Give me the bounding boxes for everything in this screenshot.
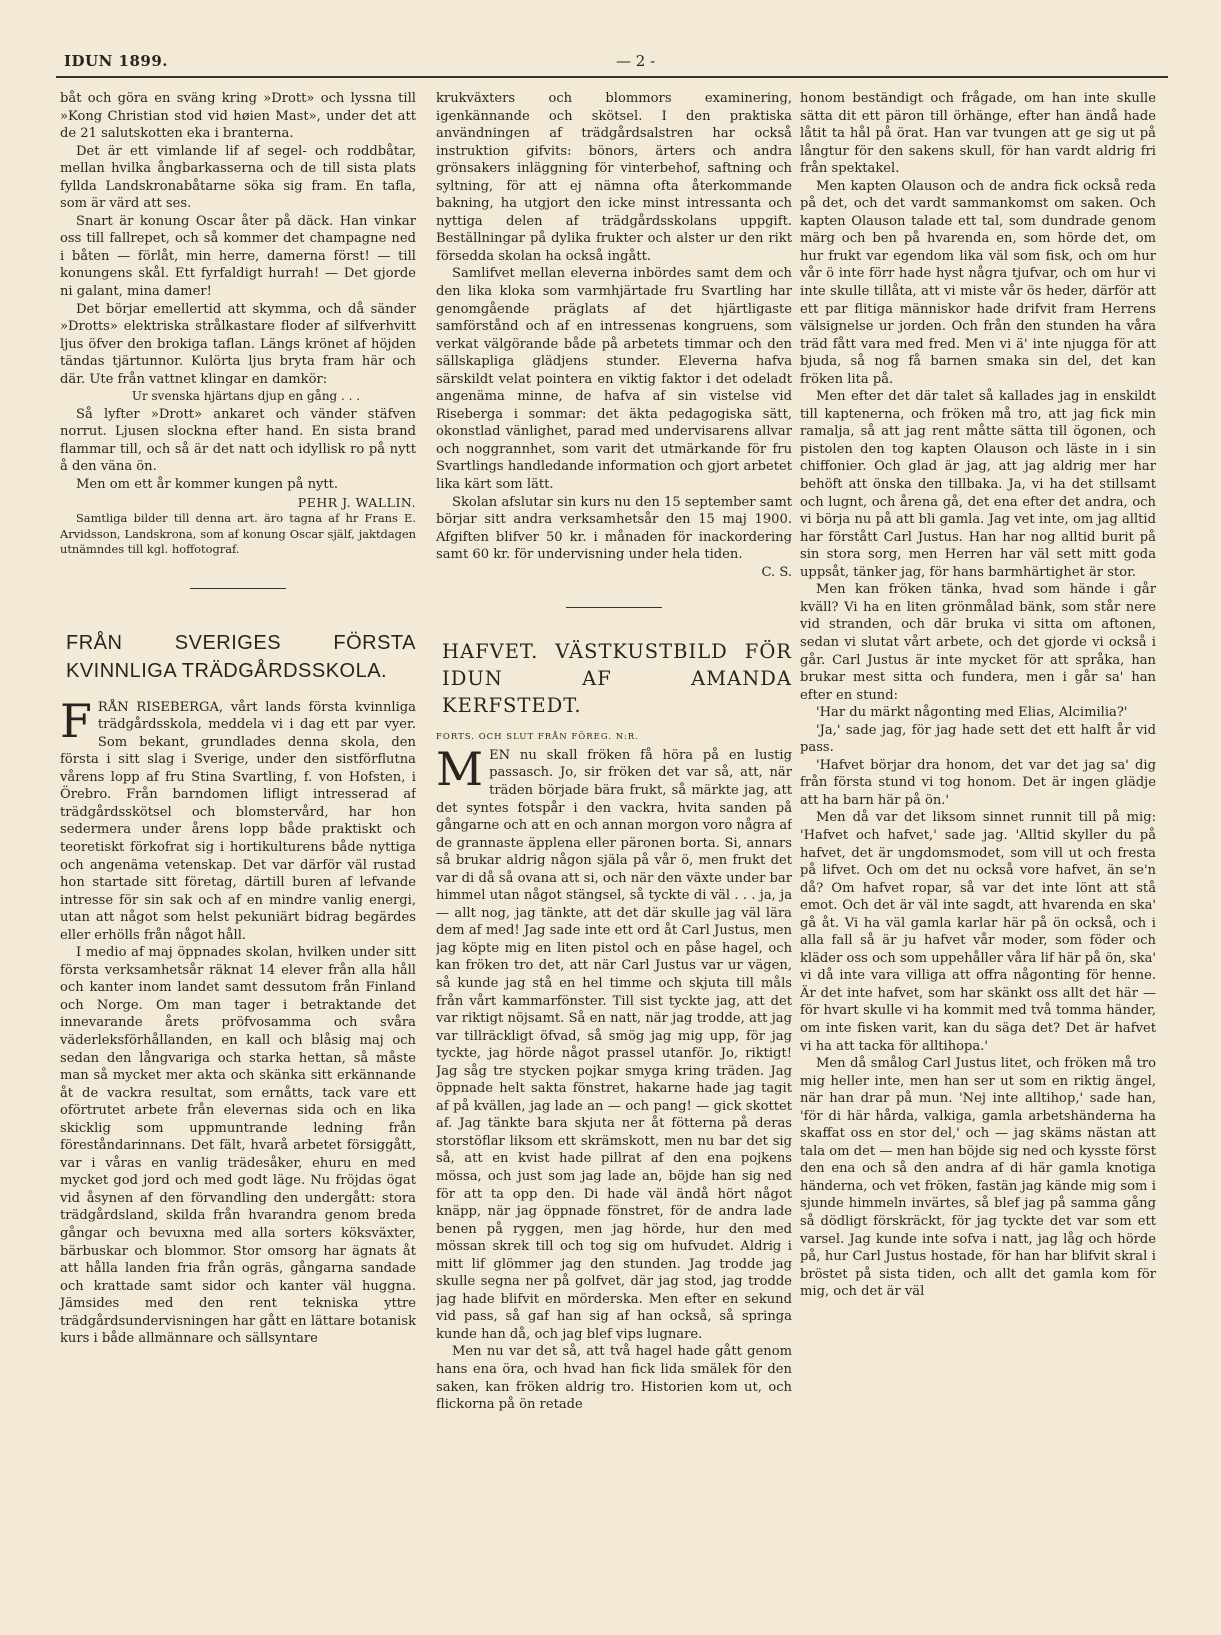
article-body xyxy=(60,699,416,945)
continuation-note: FORTS. OCH SLUT FRÅN FÖREG. N:R. xyxy=(436,732,639,743)
paragraph: Snart är konung Oscar åter på däck. Han vinkar oss till fallrepet, och så kommer det champagne ned i båten — förlåt, min herre, damerna först! — till konungens skål. Ett fyrfaldigt hurrah! — Det gjorde ni galant, mina damer! xyxy=(60,213,416,300)
column-1 xyxy=(60,90,416,1348)
page-header xyxy=(56,46,1168,78)
article-heading: FRÅN SVERIGES FÖRSTA KVINNLIGA TRÄDGÅRDSSKOLA. xyxy=(66,631,416,682)
page-number: — 2 - xyxy=(616,52,656,70)
paragraph: 'Hafvet börjar dra honom, det var det jag sa' dig från första stund vi tog honom. Det är ingen glädje att ha barn här på ön.' xyxy=(800,757,1156,808)
author-signature: C. S. xyxy=(761,564,792,580)
paragraph: 'Har du märkt någonting med Elias, Alcimilia?' xyxy=(816,705,1128,721)
drop-cap: M xyxy=(436,746,484,796)
paragraph: Så lyfter »Drott» ankaret och vänder stäfven norrut. Ljusen slockna efter hand. En sista brand flammar till, och så är det natt och idyllisk ro på nytt å den väna ön. xyxy=(60,406,416,475)
paragraph: Samlifvet mellan eleverna inbördes samt dem och den lika kloka som varmhjärtade fru Svartling har genomgående präglats af det hjärtligaste samförstånd och af en intressenas kongruens, som verkat välgörande både på arbetets timmar och den sällskapliga glädjens stunder. Eleverna hafva särskildt velat pointera en viktig faktor i det odeladt angenäma minne, de hafva af sin vistelse vid Riseberga i sommar: det äkta pedagogiska sätt, okonstlad vänlighet, parad med undervisarens allvar och noggrannhet, som varit det utmärkande för fru Svartlings handledande information och gjort arbetet lika kärt som lätt. xyxy=(436,266,792,493)
column-3 xyxy=(800,90,1156,1301)
article-heading: HAFVET. VÄSTKUSTBILD FÖR IDUN AF AMANDA KERFSTEDT. xyxy=(442,640,792,718)
paragraph: Men då var det liksom sinnet runnit till på mig: 'Hafvet och hafvet,' sade jag. 'Alltid skyller du på hafvet, det är ungdomsmodet, som vill ut och fresta på lifvet. Och om det nu också vore hafvet, än se'n då? Om hafvet ropar, så var det inte lönt att stå emot. Och det är väl inte sagdt, att hvarenda en ska' gå åt. Vi ha väl gamla karlar här på ön också, och i alla fall så är ju hafvet vår moder, som föder och kläder oss och som uppehåller våra lif här på ön, ska' vi då inte vara villiga att offra någonting för henne. Är det inte hafvet, som har skänkt oss allt det här — för hvart skulle vi ha kommit med två tomma händer, om inte fisken varit, kan du säga det? Det är hafvet vi ha att tacka för alltihopa.' xyxy=(800,810,1156,1054)
paragraph: I medio af maj öppnades skolan, hvilken under sitt första verksamhetsår räknat 14 elever från alla håll och kanter inom landet samt dessutom från Finland och Norge. Om man tager i betraktande det innevarande årets pröfvosamma och svåra väderleksförhållanden, en kall och blåsig maj och sedan den långvariga och starka hettan, så måste man så mycket mer akta och skänka sitt erkännande åt de vackra resultat, som ernåtts, tack vare ett oförtrutet arbete från elevernas sida och en lika skicklig som uppmuntrande ledning från föreståndarinnans. Det fält, hvarå arbetet försiggått, var i våras en vanlig trädesåker, ehuru en med mycket god jord och med godt läge. Nu fröjdas ögat vid åsynen af den förvandling den undergått: stora trädgårdsland, skilda från hvarandra genom breda gångar och bevuxna med alla sorters köksväxter, bärbuskar och blommor. Stor omsorg har ägnats åt att hålla landen fria från ogräs, gångarna sandade och krattade samt sidor och kanter väl huggna. Jämsides med den rent tekniska yttre trädgårdsundervisningen har gått en lättare botanisk kurs i både allmännare och sällsyntare xyxy=(60,945,416,1347)
paragraph: Men kapten Olauson och de andra fick också reda på det, och det vardt sammankomst om saken. Och kapten Olauson talade ett tal, som dundrade genom märg och ben på hvarenda en, som hörde det, om hur frukt var egendom lika väl som fisk, och om hur vår ö inte förr hade hyst några tjufvar, och om hur vi inte skulle tillåta, att vi miste vår ös heder, därför att ett par flitiga människor hade drifvit fram Herrens välsignelse ur jorden. Och från den stunden ha våra träd fått vara med fred. Men vi ä' inte njugga för att bjuda, så nog få barnen smaka sin del, det kan fröken lita på. xyxy=(800,178,1156,387)
paragraph: krukväxters och blommors examinering, igenkännande och skötsel. I den praktiska användningen af trädgårdsalstren har också instruktion gifvits: bönors, ärters och andra grönsakers inläggning för vinterbehof, saftning och syltning, för att ej nämna ofta återkommande bakning, ha utgjort den icke minst intressanta och nyttiga delen af trädgårdsskolans uppgift. Beställningar på dylika frukter och alster ur den rikt försedda skolan ha också ingått. xyxy=(436,91,792,264)
paragraph: honom beständigt och frågade, om han inte skulle sätta dit ett päron till örhänge, efter han ändå hade låtit ta hål på örat. Han var tvungen att ge sig ut på långtur för den sakens skull, för han vardt aldrig fri från spektakel. xyxy=(800,91,1156,177)
paragraph: RÅN RISEBERGA, vårt lands första kvinnliga trädgårdsskola, meddela vi i dag ett par vyer. Som bekant, grundlades denna skola, den första i sitt slag i Sverige, under den sistförflutna vårens lopp af fru Stina Svartling, f. von Hofsten, i Örebro. Från barndomen lifligt intresserad af trädgårdsskötsel och blomstervård, har hon sedermera under årens lopp både praktiskt och teoretiskt förkofrat sig i hortikulturens både nyttiga och angenäma vetenskap. Det var därför väl rustad hon startade sitt företag, därtill buren af lefvande intresse för sin sak och af en mindre vanlig energi, utan att något som helst pekuniärt bidrag begärdes eller erhölls från något håll. xyxy=(60,699,416,943)
song-quote: Ur svenska hjärtans djup en gång . . . xyxy=(131,389,361,404)
paragraph: Skolan afslutar sin kurs nu den 15 september samt börjar sitt andra verksamhetsår den 15 maj 1900. Afgiften blifver 50 kr. i månaden för inackordering samt 60 kr. för undervisning under hela tiden. xyxy=(436,494,792,563)
section-divider xyxy=(190,588,286,589)
author-signature: PEHR J. WALLIN. xyxy=(297,494,416,510)
paragraph: EN nu skall fröken få höra på en lustig passasch. Jo, sir fröken det var så, att, när träden började bära frukt, så märkte jag, att det syntes fotspår i den vackra, hvita sanden på gångarne och att en och annan morgon voro några af de grannaste äpplena eller päronen borta. Si, annars så brukar aldrig någon själa på vår ö, men frukt det var di då så ovana att si, och när den växte under bar himmel utan något stängsel, så tyckte di väl . . . ja, ja — allt nog, jag tänkte, att det där skulle jag väl lära dem af med! Jag sade inte ett ord åt Carl Justus, men jag köpte mig en liten pistol och en påse hagel, och kan fröken tro det, att när Carl Justus var ur vägen, så kunde jag stå en hel timme och skjuta till måls från vårt kammarfönster. Till sist tyckte jag, att det var riktigt nöjsamt. Så en natt, när jag trodde, att jag var tillräckligt öfvad, så smög jag mig upp, för jag tyckte, jag hörde något prassel utanför. Jo, riktigt! Jag såg tre stycken pojkar smyga kring träden. Jag öppnade helt sakta fönstret, hakarne hade jag tagit af på kvällen, jag lade an — och pang! — gick skottet af. Jag tänkte bara skjuta ner åt fötterna på deras storstöflar liksom ett skrämskott, men nu bar det sig så, att en kvist hade pillrat af den ena pojkens mössa, och just som jag lade an, böjde han sig ned för att ta opp den. Di hade väl ändå hört något knäpp, när jag öppnade fönstret, för de andra lade benen på ryggen, men jag hörde, hur den med mössan skrek till och tog sig om hufvudet. Aldrig i mitt lif glömmer jag den stunden. Jag trodde jag skulle segna ner på golfvet, där jag stod, jag trodde jag hade blifvit en mörderska. Men efter en sekund vid pass, så gaf han sig af han också, så springa kunde han då, och jag blef vips lugnare. xyxy=(436,747,792,1342)
paragraph: 'Ja,' sade jag, för jag hade sett det ett halft år vid pass. xyxy=(800,722,1156,756)
paragraph: Men då smålog Carl Justus litet, och fröken må tro mig heller inte, men han ser ut som en riktig ängel, när han drar på mun. 'Nej inte alltihop,' sade han, 'för di här hårda, valkiga, gamla arbetshänderna ha skaffat oss en stor del,' och — jag skäms nästan att tala om det — men han böjde sig ned och kysste först den ena och så den andra af di här gamla knotiga händerna, och vet fröken, fastän jag kände mig som i sjunde himmeln invärtes, så blef jag på samma gång så dödligt förskräckt, för jag tyckte det var som ett varsel. Jag kunde inte sofva i natt, jag låg och hörde på, hur Carl Justus hostade, för han har blifvit skral i bröstet på sista tiden, och allt det gamla kom för mig, och det är väl xyxy=(800,1056,1156,1300)
paragraph: Men nu var det så, att två hagel hade gått genom hans ena öra, och hvad han fick lida smälek för den saken, kan fröken aldrig tro. Historien kom ut, och flickorna på ön retade xyxy=(436,1344,792,1413)
paragraph: Men kan fröken tänka, hvad som hände i går kväll? Vi ha en liten grönmålad bänk, som står nere vid stranden, och där bruka vi sitta om aftonen, sedan vi slutat vårt arbete, och det gjorde vi också i går. Carl Justus är inte mycket för att språka, han brukar mest sitta och fundera, men i går sa' han efter en stund: xyxy=(800,582,1156,703)
article-body xyxy=(436,747,792,1344)
paragraph: Det börjar emellertid att skymma, och då sänder »Drotts» elektriska strålkastare floder af silfverhvitt ljus öfver den brokiga taflan. Längs krönet af höjden tändas tjärtunnor. Kulörta ljus bryta fram här och där. Ute från vattnet klingar en damkör: xyxy=(60,301,416,387)
photo-credit: Samtliga bilder till denna art. äro tagna af hr Frans E. Arvidsson, Landskrona, som af konung Oscar själf, jaktdagen utnämndes till kgl. hoffotograf. xyxy=(60,511,416,557)
drop-cap: F xyxy=(60,698,92,748)
paragraph: Men om ett år kommer kungen på nytt. xyxy=(76,477,339,493)
column-2 xyxy=(436,90,792,1414)
section-divider xyxy=(566,607,662,608)
publication-title: IDUN 1899. xyxy=(64,52,169,70)
paragraph: Det är ett vimlande lif af segel- och roddbåtar, mellan hvilka ångbarkasserna och de till sista plats fyllda Landskronabåtarne söka sig fram. En tafla, som är värd att ses. xyxy=(60,143,416,212)
paragraph: Men efter det där talet så kallades jag in enskildt till kaptenerna, och fröken må tro, att jag fick min ramalja, så att jag rent måtte sätta till ögonen, och pistolen den tog kapten Olauson och läste in i sin chiffonier. Och glad är jag, att jag aldrig mer har behöft att önska den tillbaka. Ja, vi ha det stillsamt och lugnt, och årena gå, det ena efter det andra, och vi börja nu på att bli gamla. Jag vet inte, om jag alltid har förstått Carl Justus. Han har nog alltid burit på sin stora sorg, men Herren har väl sett mitt goda uppsåt, tänker jag, för hans barmhärtighet är stor. xyxy=(800,389,1156,580)
paragraph: båt och göra en sväng kring »Drott» och lyssna till »Kong Christian stod vid høien Mast», under det att de 21 salutskotten eka i branterna. xyxy=(60,91,416,142)
